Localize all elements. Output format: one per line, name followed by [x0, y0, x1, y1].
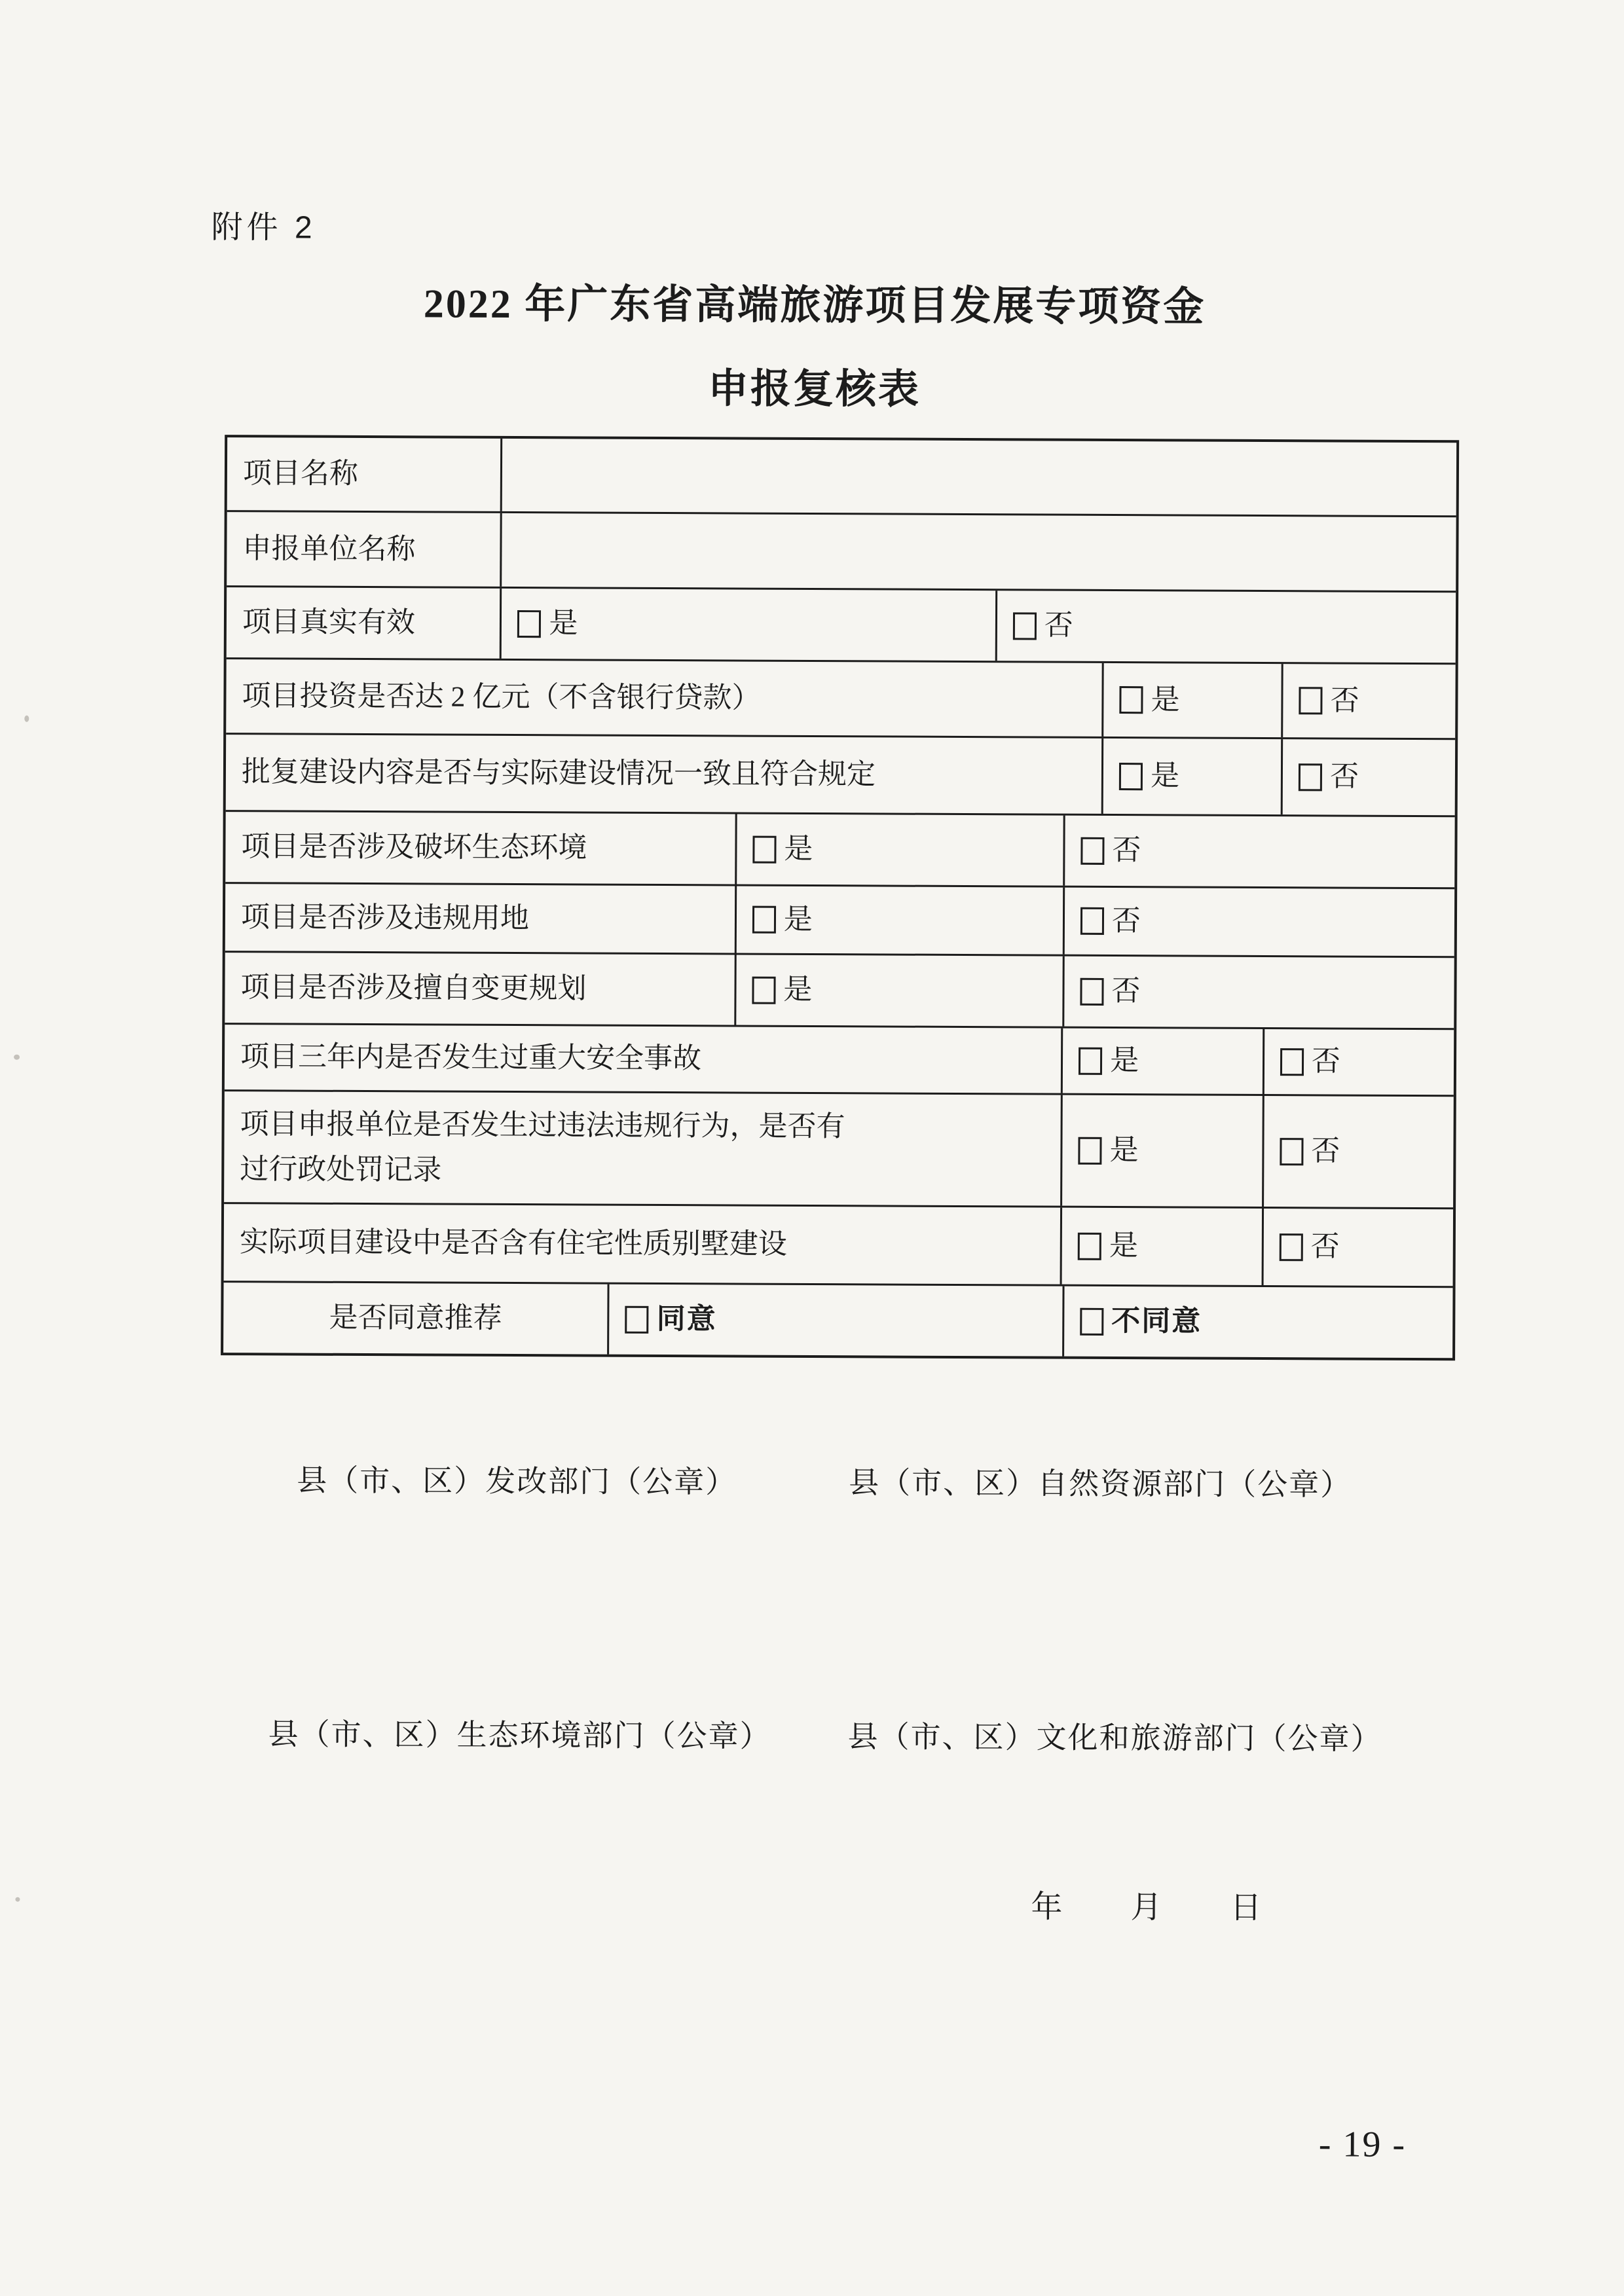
checkbox-icon[interactable]: [1280, 1048, 1304, 1076]
row-label: 项目三年内是否发生过重大安全事故: [240, 1040, 702, 1075]
row-label-cell: [226, 659, 1104, 737]
yes-option[interactable]: [1063, 1029, 1264, 1094]
option-label: 是: [1110, 1044, 1139, 1077]
page-number: - 19 -: [1318, 2124, 1407, 2165]
checkbox-icon[interactable]: [1299, 687, 1323, 714]
yes-option[interactable]: [737, 814, 1065, 885]
project-name-field[interactable]: [502, 439, 1456, 515]
option-label: 是: [783, 974, 813, 1006]
row-label: 项目投资是否达 2 亿元（不含银行贷款）: [242, 680, 761, 714]
option-label: 否: [1330, 684, 1359, 717]
table-row-applicant-name: [227, 512, 1456, 592]
option-label: 否: [1044, 609, 1073, 642]
scan-speck: [14, 1055, 20, 1060]
yes-option[interactable]: [737, 886, 1065, 954]
row-label-cell: [225, 884, 737, 953]
table-row-project-name: [227, 437, 1456, 517]
checkbox-icon[interactable]: [517, 610, 541, 638]
row-label: 是否同意推荐: [329, 1302, 502, 1335]
row-label: 实际项目建设中是否含有住宅性质别墅建设: [239, 1226, 787, 1261]
option-label: 否: [1310, 1230, 1340, 1263]
table-row-project-valid: [227, 587, 1456, 665]
no-option[interactable]: [1064, 957, 1454, 1029]
table-row-villa-construction: [224, 1204, 1454, 1288]
option-label: 不同意: [1111, 1305, 1202, 1338]
row-label: 项目名称: [242, 457, 359, 490]
checkbox-icon[interactable]: [752, 976, 775, 1004]
checkbox-icon[interactable]: [1299, 763, 1322, 791]
row-label: 项目是否涉及违规用地: [240, 901, 530, 935]
no-option[interactable]: [1283, 664, 1455, 738]
row-label: 申报单位名称: [242, 532, 416, 566]
checkbox-icon[interactable]: [1280, 1138, 1303, 1165]
scan-speck: [15, 1897, 20, 1902]
checkbox-icon[interactable]: [1080, 837, 1104, 864]
checkbox-icon[interactable]: [1080, 907, 1104, 935]
table-row-violations: [224, 1091, 1454, 1209]
table-row-approval-consistent: [226, 735, 1455, 817]
checkbox-icon[interactable]: [1079, 1047, 1102, 1074]
option-label: 否: [1111, 975, 1141, 1008]
row-label-cell: [224, 1204, 1063, 1285]
applicant-name-field[interactable]: [502, 513, 1456, 591]
checkbox-icon[interactable]: [1078, 1232, 1101, 1260]
yes-option[interactable]: [736, 955, 1065, 1026]
option-label: 否: [1311, 1045, 1341, 1078]
date-day-label: 日: [1230, 1890, 1262, 1926]
attachment-label: 附件 2: [211, 210, 316, 246]
table-row-investment: [226, 659, 1455, 740]
row-label-cell: [224, 1091, 1063, 1206]
yes-option[interactable]: [502, 589, 997, 661]
seal-line-eco-environment: 县（市、区）生态环境部门（公章）: [268, 1717, 771, 1753]
option-label: 否: [1112, 834, 1141, 867]
no-option[interactable]: [1264, 1029, 1454, 1095]
checkbox-icon[interactable]: [752, 906, 776, 934]
row-label: 项目是否涉及擅自变更规划: [240, 971, 587, 1005]
option-label: 是: [784, 833, 813, 866]
agree-option[interactable]: [609, 1285, 1064, 1357]
checkbox-icon[interactable]: [625, 1305, 649, 1333]
table-row-unauthorized-change: [225, 953, 1454, 1030]
checkbox-icon[interactable]: [1080, 977, 1103, 1005]
option-label: 是: [1151, 683, 1180, 716]
document-subtitle: 申报复核表: [707, 367, 921, 412]
row-label-cell: [226, 735, 1104, 814]
date-year-label: 年: [1031, 1889, 1063, 1925]
checkbox-icon[interactable]: [1120, 686, 1143, 714]
seal-line-natural-resources: 县（市、区）自然资源部门（公章）: [849, 1466, 1352, 1502]
yes-option[interactable]: [1103, 738, 1283, 814]
row-label: 项目是否涉及破坏生态环境: [241, 830, 587, 864]
checkbox-icon[interactable]: [1280, 1233, 1303, 1261]
document-title: 2022 年广东省高端旅游项目发展专项资金: [423, 282, 1206, 330]
seal-line-development-reform: 县（市、区）发改部门（公章）: [297, 1463, 737, 1499]
applicant-name-label-cell: [227, 512, 502, 587]
checkbox-icon[interactable]: [1078, 1137, 1101, 1164]
row-label: 项目申报单位是否发生过违法违规行为，是否有 过行政处罚记录: [240, 1108, 845, 1186]
row-label-cell: [225, 953, 736, 1025]
table-row-safety-accident: [225, 1025, 1454, 1097]
row-label: 批复建设内容是否与实际建设情况一致且符合规定: [241, 756, 876, 791]
option-label: 是: [1109, 1134, 1139, 1167]
checkbox-icon[interactable]: [752, 835, 776, 863]
review-form-table: [221, 435, 1459, 1360]
table-row-recommendation: [223, 1283, 1452, 1358]
date-month-label: 月: [1130, 1890, 1162, 1925]
row-label-cell: [227, 587, 502, 659]
checkbox-icon[interactable]: [1013, 612, 1037, 640]
option-label: 否: [1111, 904, 1141, 938]
project-name-label-cell: [227, 437, 503, 511]
option-label: 否: [1311, 1135, 1340, 1167]
row-label-cell: [225, 812, 737, 884]
row-label-cell: [223, 1283, 610, 1355]
checkbox-icon[interactable]: [1080, 1307, 1103, 1335]
row-label: 项目真实有效: [242, 606, 416, 639]
row-label-cell: [225, 1025, 1063, 1093]
yes-option[interactable]: [1103, 663, 1283, 737]
scan-speck: [24, 716, 29, 722]
table-row-eco-damage: [225, 812, 1454, 889]
option-label: 是: [1109, 1230, 1139, 1262]
no-option[interactable]: [1065, 816, 1454, 888]
no-option[interactable]: [1263, 1209, 1453, 1286]
checkbox-icon[interactable]: [1119, 763, 1143, 790]
yes-option[interactable]: [1062, 1208, 1264, 1285]
option-label: 是: [549, 607, 578, 640]
seal-line-culture-tourism: 县（市、区）文化和旅游部门（公章）: [847, 1720, 1382, 1756]
option-label: 是: [1151, 759, 1180, 792]
option-label: 否: [1330, 760, 1359, 793]
disagree-option[interactable]: [1064, 1286, 1453, 1358]
option-label: 同意: [656, 1303, 717, 1336]
no-option[interactable]: [1065, 888, 1454, 957]
no-option[interactable]: [1283, 739, 1455, 815]
no-option[interactable]: [1264, 1096, 1454, 1207]
table-row-illegal-land: [225, 884, 1454, 958]
yes-option[interactable]: [1062, 1095, 1264, 1207]
date-line: [1031, 1881, 1261, 1927]
option-label: 是: [783, 903, 813, 936]
no-option[interactable]: [997, 591, 1456, 663]
